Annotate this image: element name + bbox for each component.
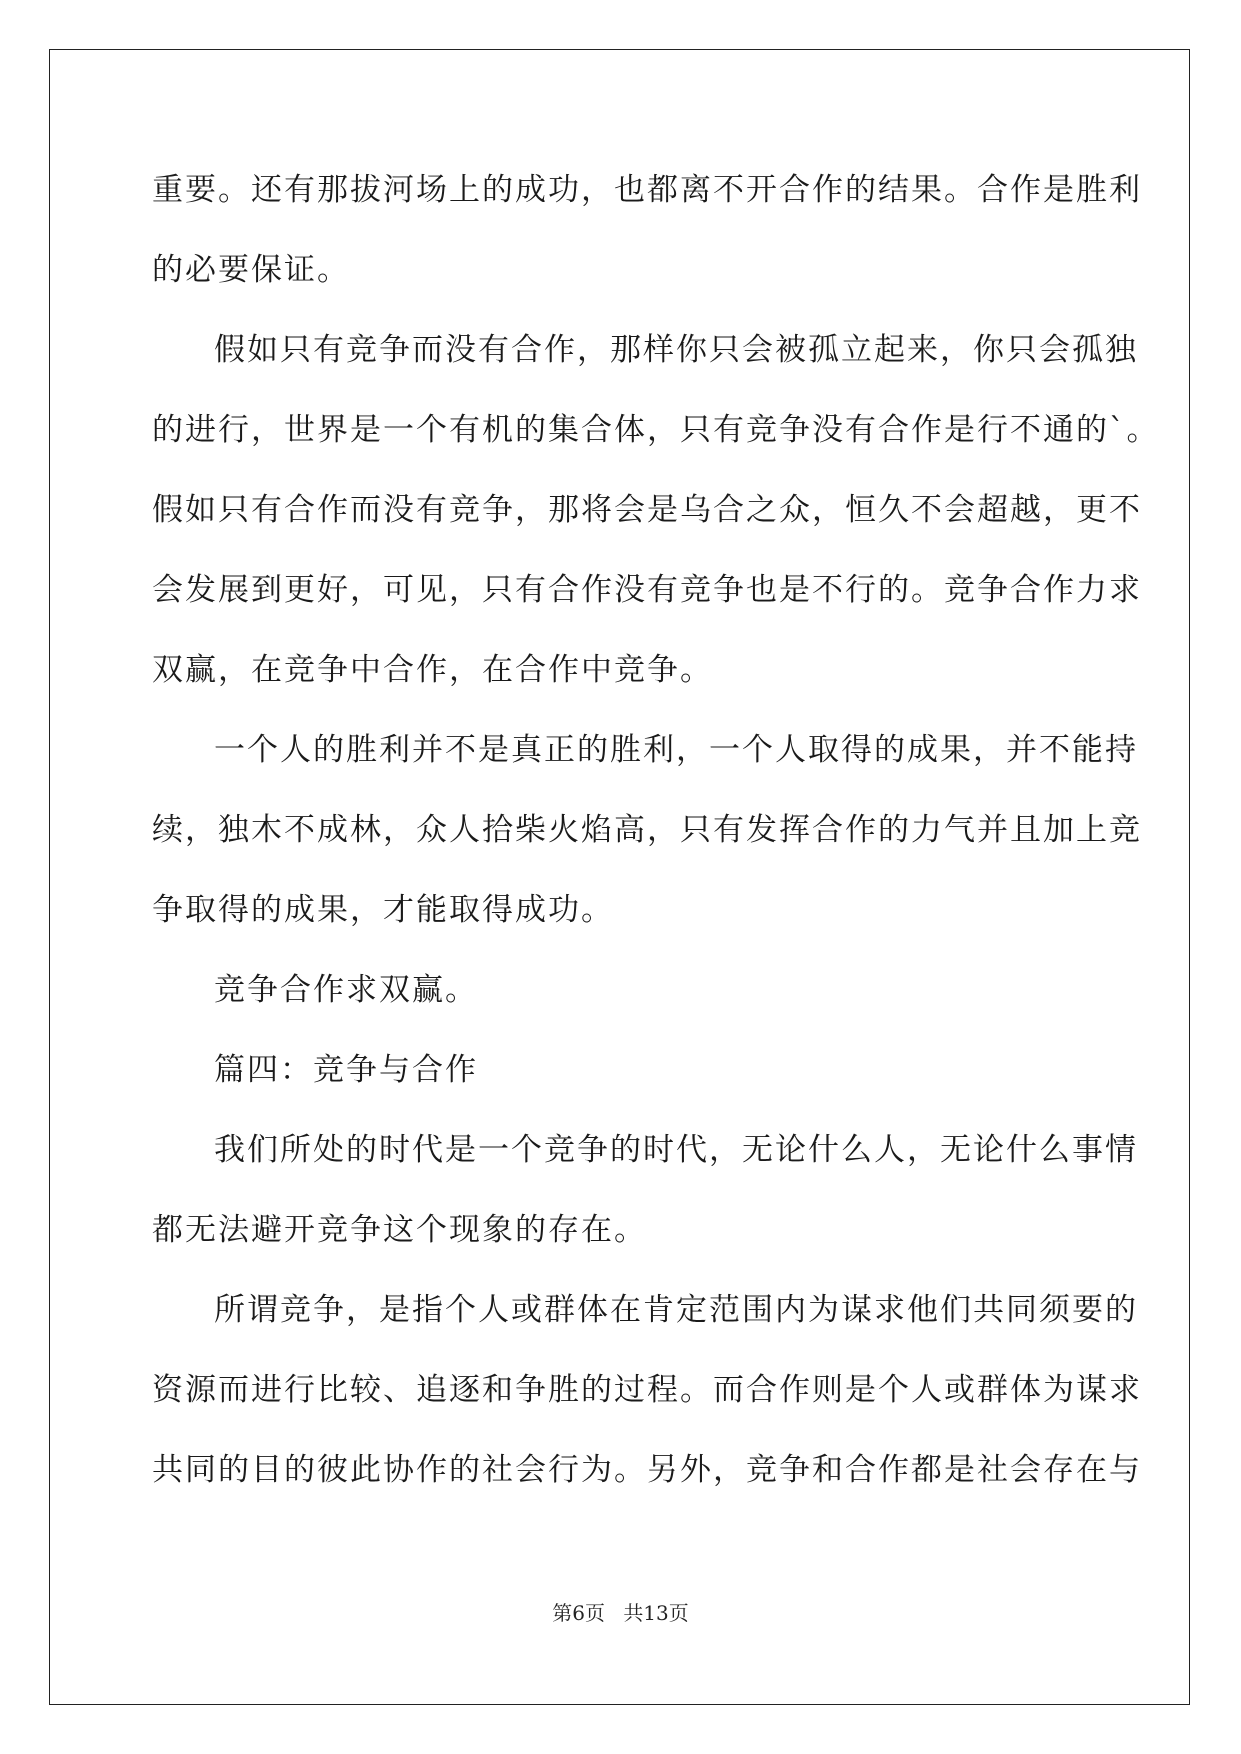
text-line: 假如只有合作而没有竞争，那将会是乌合之众，恒久不会超越，更不: [152, 492, 1142, 528]
text-line: 争取得的成果，才能取得成功。: [152, 892, 614, 928]
paragraph-first-line: 所谓竞争，是指个人或群体在肯定范围内为谋求他们共同须要的: [214, 1292, 1138, 1328]
text-line: 续，独木不成林，众人拾柴火焰高，只有发挥合作的力气并且加上竞: [152, 812, 1142, 848]
text-line: 共同的目的彼此协作的社会行为。另外，竞争和合作都是社会存在与: [152, 1452, 1142, 1488]
text-line: 资源而进行比较、追逐和争胜的过程。而合作则是个人或群体为谋求: [152, 1372, 1142, 1408]
page-footer: [0, 1597, 1241, 1626]
text-line: 重要。还有那拔河场上的成功，也都离不开合作的结果。合作是胜利: [152, 172, 1142, 208]
text-line: 会发展到更好，可见，只有合作没有竞争也是不行的。竞争合作力求: [152, 572, 1142, 608]
text-line: 的必要保证。: [152, 252, 350, 288]
text-line: 都无法避开竞争这个现象的存在。: [152, 1212, 647, 1248]
text-line: 的进行，世界是一个有机的集合体，只有竞争没有合作是行不通的`。: [152, 412, 1160, 448]
paragraph-first-line: 竞争合作求双赢。: [214, 972, 478, 1008]
paragraph-first-line: 我们所处的时代是一个竞争的时代，无论什么人，无论什么事情: [214, 1132, 1138, 1168]
paragraph-first-line: 一个人的胜利并不是真正的胜利，一个人取得的成果，并不能持: [214, 732, 1138, 768]
page-total: 共13页: [623, 1601, 689, 1625]
paragraph-first-line: 假如只有竞争而没有合作，那样你只会被孤立起来，你只会孤独: [214, 332, 1138, 368]
page-number: 第6页: [552, 1601, 605, 1625]
text-line: 双赢，在竞争中合作，在合作中竞争。: [152, 652, 713, 688]
section-heading: 篇四：竞争与合作: [214, 1052, 478, 1088]
